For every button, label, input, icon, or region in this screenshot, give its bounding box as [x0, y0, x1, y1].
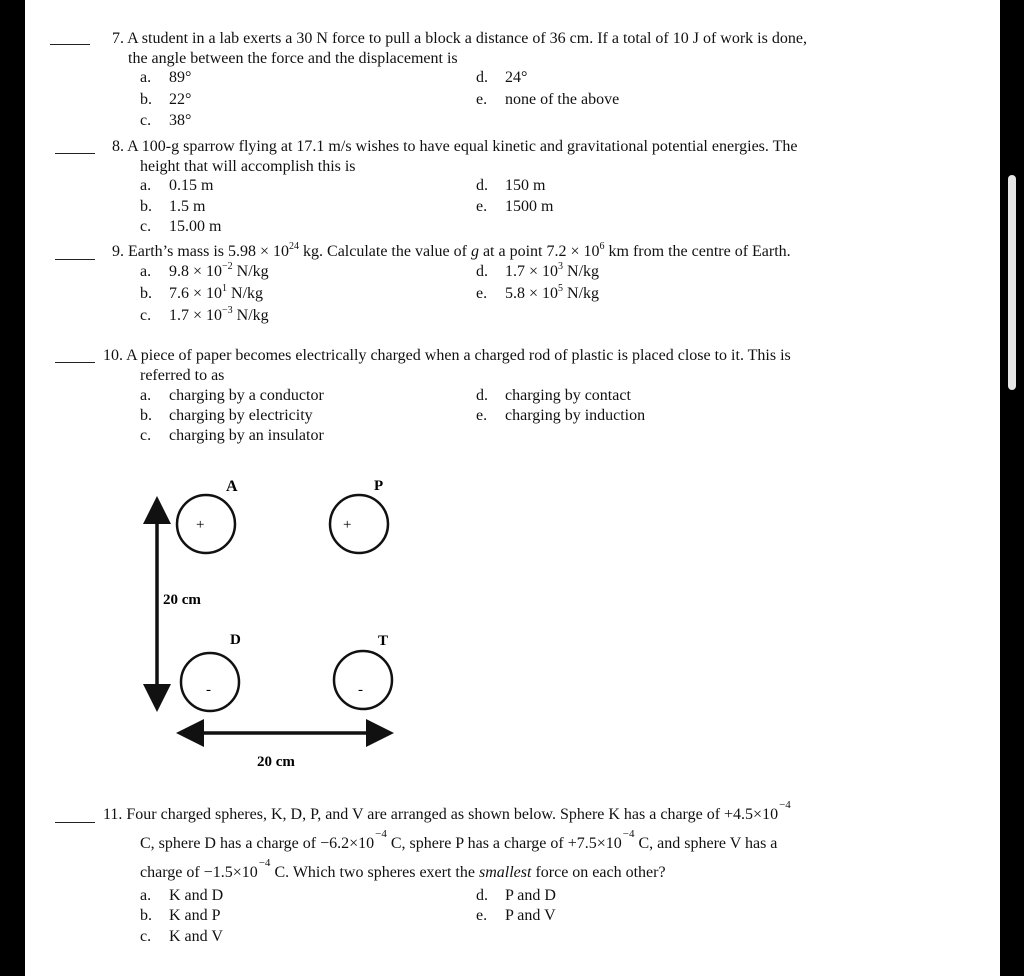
q7-stem-line1: 7. A student in a lab exerts a 30 N force to pull a block a distance of 36 cm. If a total of 10 J of work is done, [112, 30, 807, 47]
sphere-a-label: A [226, 478, 238, 495]
sphere-p [330, 495, 388, 553]
sphere-t [334, 651, 392, 709]
q10-stem-line2: referred to as [140, 367, 225, 384]
q11-option-e: e. P and V [476, 907, 556, 924]
answer-blank-q7[interactable] [50, 44, 90, 45]
q10-option-c: c. charging by an insulator [140, 427, 324, 444]
vertical-distance-label: 20 cm [163, 592, 201, 608]
answer-blank-q10[interactable] [55, 362, 95, 363]
q10-option-b: b. charging by electricity [140, 407, 313, 424]
q9-stem: 9. Earth’s mass is $5.98 \times 10^{24}$ kg. Calculate the value of g at a point $7.2 \times 10^6$ km from the centre of Earth. [112, 241, 791, 260]
sphere-p-sign: + [343, 517, 352, 533]
answer-blank-q8[interactable] [55, 153, 95, 154]
q9-option-c: c. $1.7 \times 10^{-3}$ N/kg [140, 305, 269, 324]
q9-option-a: a. $9.8 \times 10^{-2}$ N/kg [140, 261, 269, 280]
q8-option-d: d. 150 m [476, 177, 546, 194]
q10-option-a: a. charging by a conductor [140, 387, 324, 404]
sphere-d-sign: - [206, 682, 211, 698]
q10-stem-line1: 10. A piece of paper becomes electrically charged when a charged rod of plastic is placed close to it. This is [103, 347, 791, 364]
q7-stem-line2: the angle between the force and the displacement is [128, 50, 458, 67]
answer-blank-q11[interactable] [55, 822, 95, 823]
q9-option-e: e. $5.8 \times 10^5$ N/kg [476, 283, 600, 302]
q11-option-d: d. P and D [476, 887, 556, 904]
q8-option-c: c. 15.00 m [140, 218, 222, 235]
sphere-p-label: P [374, 478, 384, 494]
sphere-t-label: T [378, 633, 389, 649]
sphere-a-sign: + [196, 517, 205, 533]
q11-option-a: a. K and D [140, 887, 224, 904]
q7-option-d: d. 24° [476, 69, 528, 86]
q8-option-e: e. 1500 m [476, 198, 554, 215]
q8-option-b: b. 1.5 m [140, 198, 206, 215]
q7-option-c: c. 38° [140, 112, 192, 129]
q11-option-c: c. K and V [140, 928, 223, 945]
sphere-t-sign: - [358, 682, 363, 698]
q9-option-b: b. $7.6 \times 10^1$ N/kg [140, 283, 264, 302]
q7-option-b: b. 22° [140, 91, 192, 108]
q10-option-d: d. charging by contact [476, 387, 631, 404]
q8-stem-line2: height that will accomplish this is [140, 158, 356, 175]
sphere-a [177, 495, 235, 553]
scrollbar[interactable] [1008, 175, 1016, 390]
q8-option-a: a. 0.15 m [140, 177, 214, 194]
q11-stem-line2: C, sphere D has a charge of $-6.2\times 10^{-4}$ C, sphere P has a charge of $+7.5\times 10^{-4}$ C, and sphere V has a [140, 828, 778, 852]
spheres-diagram [140, 470, 410, 780]
q8-stem-line1: 8. A 100-g sparrow flying at 17.1 m/s wishes to have equal kinetic and gravitational potential energies. The [112, 138, 798, 155]
q11-stem-line3: charge of $-1.5\times 10^{-4}$ C. Which two spheres exert the smallest force on each other? [140, 857, 666, 881]
answer-blank-q9[interactable] [55, 259, 95, 260]
q7-option-a: a. 89° [140, 69, 192, 86]
q7-option-e: e. none of the above [476, 91, 620, 108]
q11-stem-line1: 11. Four charged spheres, K, D, P, and V are arranged as shown below. Sphere K has a charge of $+4.5\times 10^{-4}$ [103, 799, 791, 823]
horizontal-distance-label: 20 cm [257, 754, 295, 770]
sphere-d-label: D [230, 632, 241, 648]
q11-option-b: b. K and P [140, 907, 221, 924]
q9-option-d: d. $1.7 \times 10^3$ N/kg [476, 261, 600, 280]
q10-option-e: e. charging by induction [476, 407, 646, 424]
